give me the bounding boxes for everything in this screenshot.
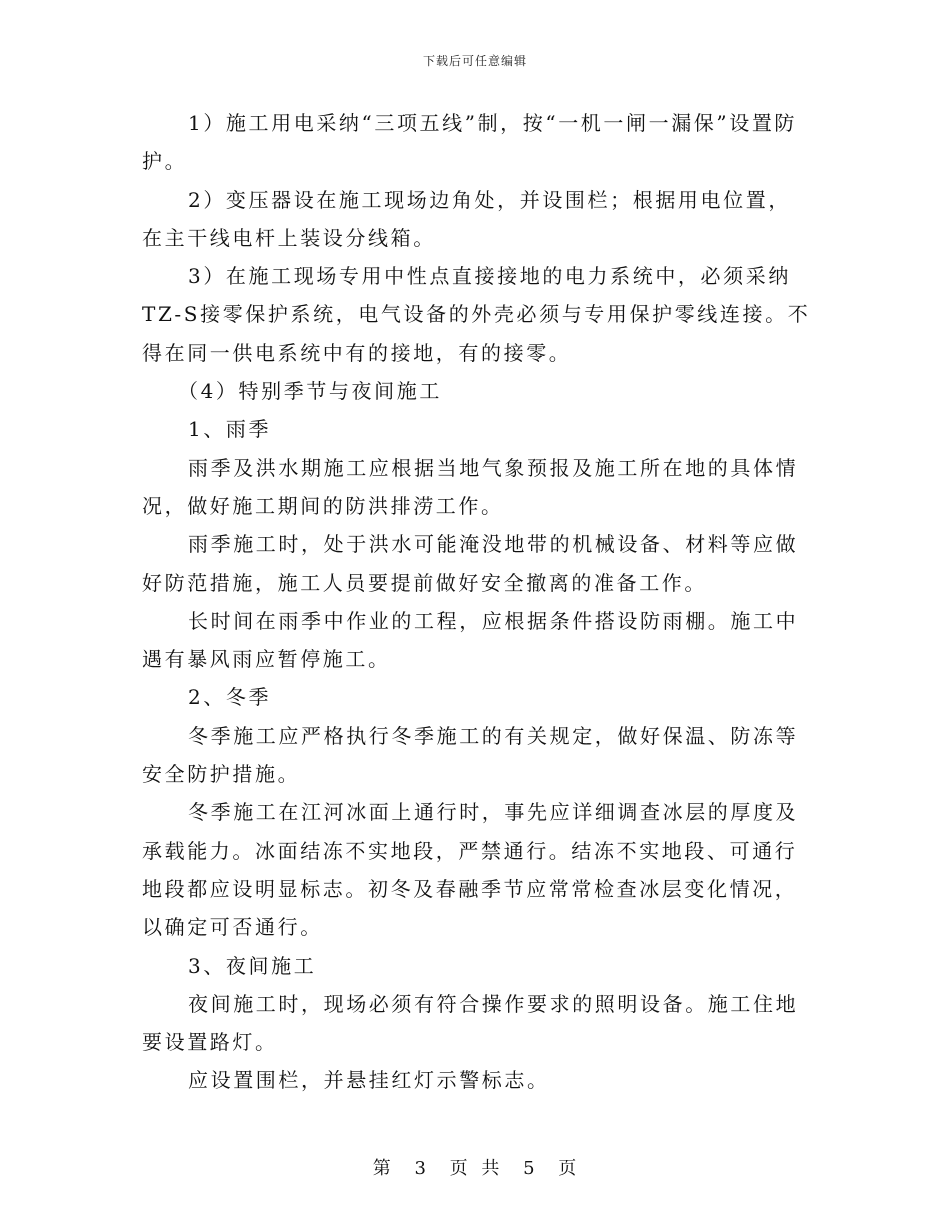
paragraph-transformer: 2）变压器设在施工现场边角处，并设围栏；根据用电位置，在主干线电杆上装设分线箱。 <box>142 187 791 250</box>
section-heading-special-seasons: （4）特别季节与夜间施工 <box>178 379 442 404</box>
paragraph-winter-rules: 冬季施工应严格执行冬季施工的有关规定，做好保温、防冻等安全防护措施。 <box>142 723 799 787</box>
subheading-rainy-season: 1、雨季 <box>188 417 272 442</box>
paragraph-power-system: 1）施工用电采纳“三项五线”制，按“一机一闸一漏保”设置防护。 <box>142 111 798 174</box>
page-number-total: 5 <box>523 1158 536 1179</box>
paragraph-rainy-equipment: 雨季施工时，处于洪水可能淹没地带的机械设备、材料等应做好防范措施，施工人员要提前做好安全撤离的准备工作。 <box>142 532 799 595</box>
paragraph-warning-lights: 应设置围栏，并悬挂红灯示警标志。 <box>188 1068 550 1093</box>
paragraph-night-lighting: 夜间施工时，现场必须有符合操作要求的照明设备。施工住地要设置路灯。 <box>142 991 799 1055</box>
footer-label-page: 第 <box>372 1158 392 1179</box>
subheading-night-work: 3、夜间施工 <box>188 953 317 978</box>
footer-label-of: 页 共 <box>449 1158 501 1179</box>
paragraph-flood-prevention: 雨季及洪水期施工应根据当地气象预报及施工所在地的具体情况，做好施工期间的防洪排涝工作。 <box>142 455 799 518</box>
subheading-winter: 2、冬季 <box>188 685 272 710</box>
page-number-current: 3 <box>414 1158 427 1179</box>
paragraph-grounding: 3）在施工现场专用中性点直接接地的电力系统中，必须采纳TZ-S接零保护系统，电气设备的外壳必须与专用保护零线连接。不得在同一供电系统中有的接地，有的接零。 <box>142 264 811 365</box>
page-header: 下载后可任意编辑 <box>422 54 527 68</box>
paragraph-rain-shelter: 长时间在雨季中作业的工程，应根据条件搭设防雨棚。施工中遇有暴风雨应暂停施工。 <box>142 608 799 672</box>
footer-label-end: 页 <box>558 1158 578 1179</box>
document-body <box>142 104 812 1100</box>
paragraph-ice-crossing: 冬季施工在江河冰面上通行时，事先应详细调查冰层的厚度及承载能力。冰面结冻不实地段，严禁通行。结冻不实地段、可通行地段都应设明显标志。初冬及春融季节应常常检查冰层变化情况，以确定可否通行。 <box>142 800 799 940</box>
page-footer <box>0 1154 950 1180</box>
